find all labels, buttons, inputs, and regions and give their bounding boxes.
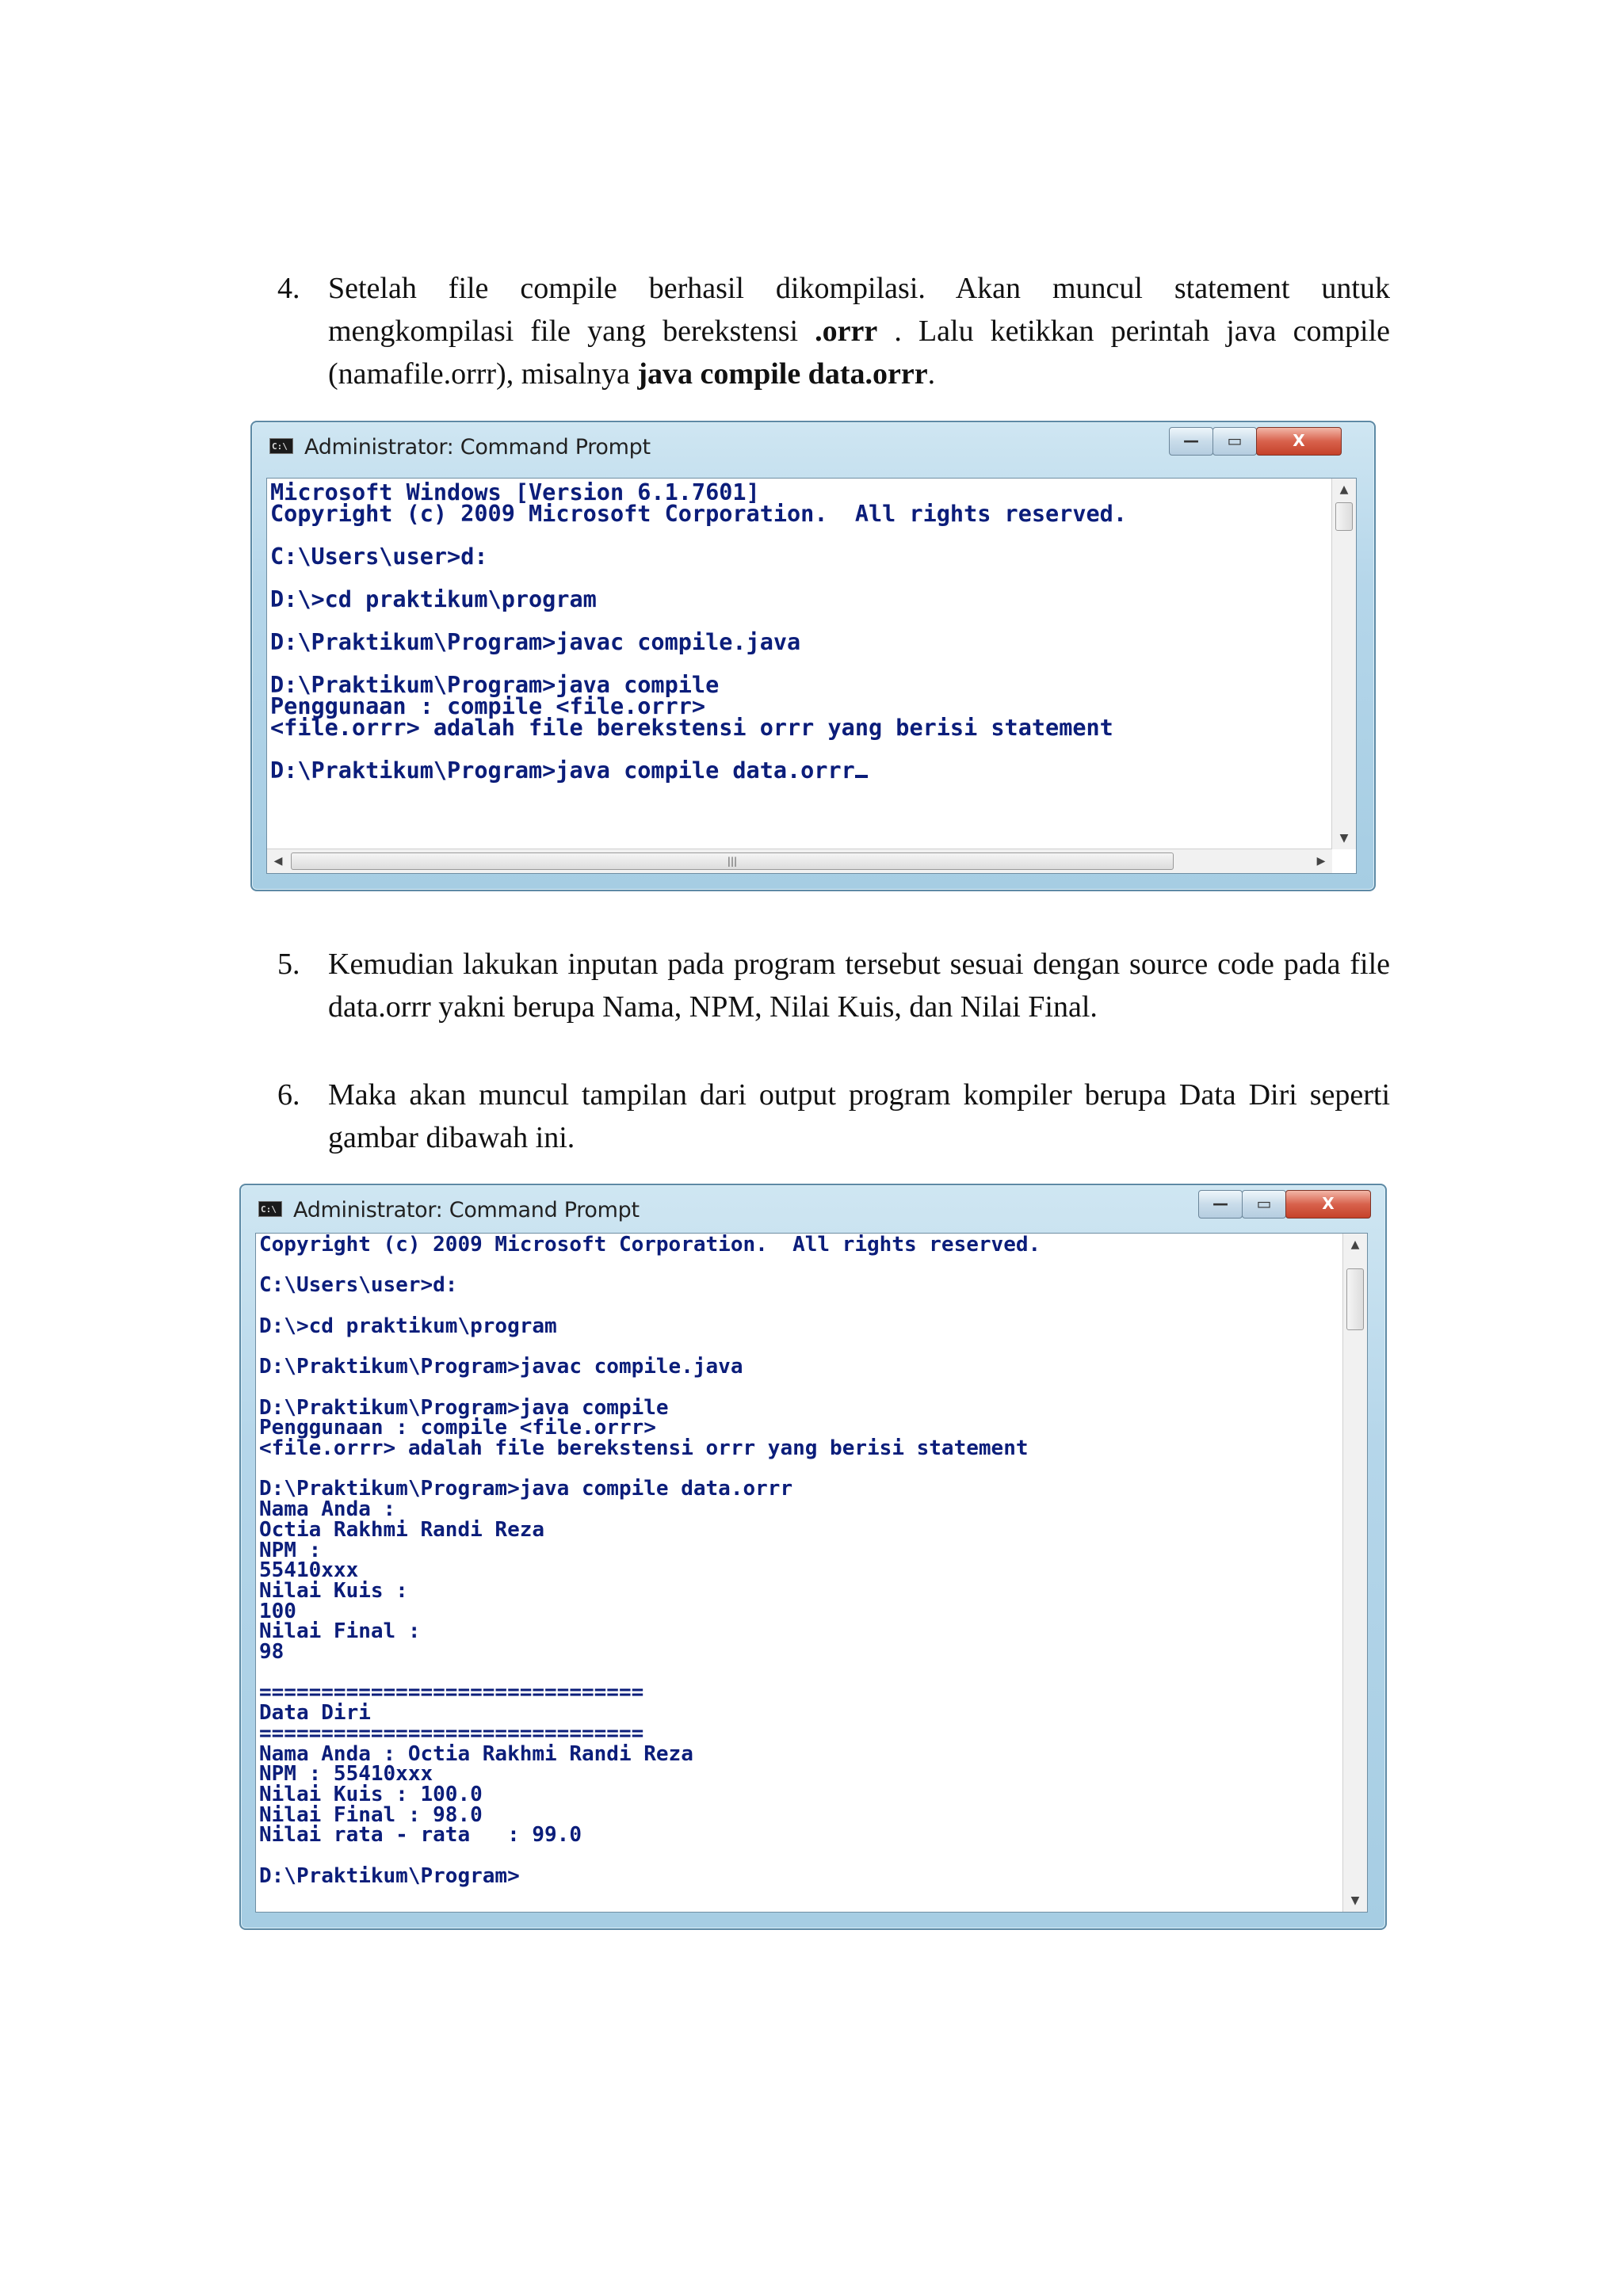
- extension-bold: .orrr: [815, 315, 878, 348]
- minimize-button[interactable]: —: [1198, 1190, 1243, 1219]
- minimize-button[interactable]: —: [1169, 427, 1213, 456]
- console-output: Copyright (c) 2009 Microsoft Corporation. All rights reserved. C:\Users\user>d: D:\>cd praktikum\program D:\Praktikum\Program>javac compile.java D:\Praktikum\Program>java compile Penggunaan : compile <file.orrr> <file.orrr> adalah file berekstensi orrr yang berisi statement D:\Praktikum\Program>java compile data.orrr Nama Anda : Octia Rakhmi Randi Reza NPM : 55410xxx Nilai Kuis : 100 Nilai Final : 98 =============================== Data Diri =============================== Nama Anda : Octia Rakhmi Randi Reza NPM : 55410xxx Nilai Kuis : 100.0 Nilai Final : 98.0 Nilai rata - rata : 99.0 D:\Praktikum\Program>: [259, 1234, 1041, 1888]
- console-output: Microsoft Windows [Version 6.1.7601] Copyright (c) 2009 Microsoft Corporation. All rights reserved. C:\Users\user>d: D:\>cd praktikum\program D:\Praktikum\Program>javac compile.java D:\Praktikum\Program>java compile Penggunaan : compile <file.orrr> <file.orrr> adalah file berekstensi orrr yang berisi statement D:\Praktikum\Program>java compile data.orrr: [270, 479, 1127, 784]
- scroll-up-icon[interactable]: ▲: [1350, 1238, 1360, 1251]
- text-cursor: [855, 775, 868, 778]
- console-icon: C:\: [269, 438, 293, 454]
- scroll-right-icon[interactable]: ▶: [1316, 855, 1326, 868]
- maximize-button[interactable]: ▭: [1242, 1190, 1286, 1219]
- step-number: 6.: [277, 1078, 300, 1112]
- window-title: Administrator: Command Prompt: [304, 435, 651, 460]
- title-bar[interactable]: [241, 1185, 1385, 1234]
- close-button[interactable]: X: [1285, 1190, 1371, 1219]
- scroll-down-icon[interactable]: ▼: [1339, 832, 1349, 845]
- horizontal-scrollbar[interactable]: [267, 849, 1332, 873]
- window-title: Administrator: Command Prompt: [293, 1198, 640, 1222]
- maximize-button[interactable]: ▭: [1212, 427, 1257, 456]
- step-6: [279, 1074, 1390, 1159]
- scroll-thumb[interactable]: [1335, 502, 1353, 531]
- step-5: [279, 943, 1390, 1028]
- console-area[interactable]: [266, 478, 1357, 874]
- step-number: 4.: [277, 272, 300, 305]
- scroll-down-icon[interactable]: ▼: [1350, 1894, 1360, 1907]
- command-prompt-window-2: [239, 1184, 1387, 1930]
- scroll-thumb[interactable]: [1346, 1268, 1364, 1330]
- step-text: Kemudian lakukan inputan pada program tersebut sesuai dengan source code pada file data.orrr yakni berupa Nama, NPM, Nilai Kuis, dan Nilai Final.: [328, 948, 1390, 1024]
- scroll-left-icon[interactable]: ◀: [273, 855, 283, 868]
- console-icon: C:\: [258, 1201, 282, 1217]
- step-number: 5.: [277, 948, 300, 981]
- scroll-up-icon[interactable]: ▲: [1339, 483, 1349, 496]
- title-bar[interactable]: [252, 422, 1374, 471]
- step-text: Setelah file compile berhasil dikompilasi. Akan muncul statement untuk mengkompilasi file yang berekstensi .orrr . Lalu ketikkan perintah java compile (namafile.orrr), misalnya java compile data.orrr.: [328, 272, 1390, 391]
- step-4: [279, 267, 1390, 395]
- command-bold: java compile data.orrr: [637, 357, 928, 391]
- command-prompt-window-1: [250, 421, 1376, 891]
- vertical-scrollbar[interactable]: [1342, 1234, 1367, 1912]
- close-button[interactable]: X: [1256, 427, 1342, 456]
- step-text: Maka akan muncul tampilan dari output program kompiler berupa Data Diri seperti gambar dibawah ini.: [328, 1078, 1390, 1154]
- vertical-scrollbar[interactable]: [1331, 479, 1356, 849]
- horizontal-scroll-thumb[interactable]: |||: [291, 852, 1174, 870]
- console-area[interactable]: [255, 1233, 1368, 1913]
